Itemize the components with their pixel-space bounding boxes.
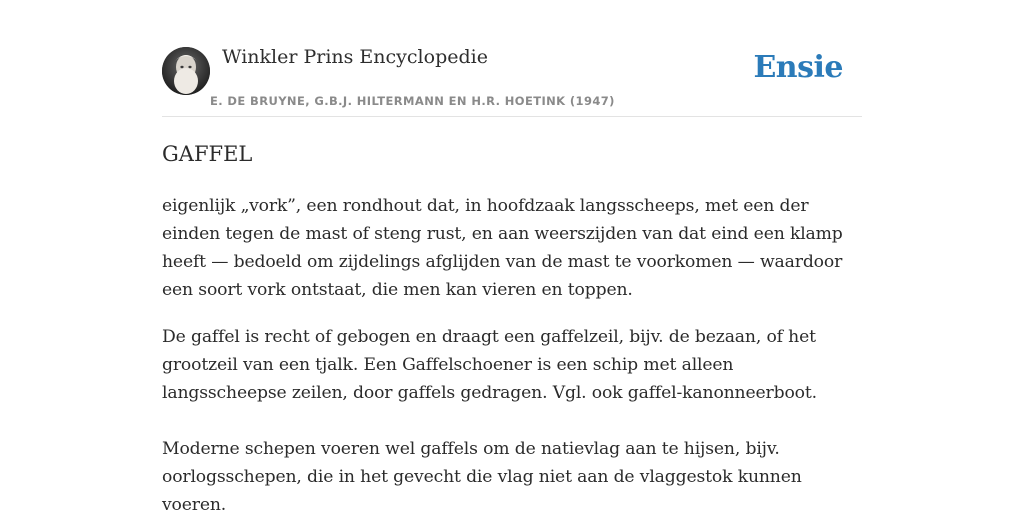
author-avatar[interactable] [162,47,210,95]
ensie-logo[interactable]: Ensie [753,50,843,85]
entry-paragraph: Moderne schepen voeren wel gaffels om de natievlag aan te hijsen, bijv. oorlogsschepen, die in het gevecht die vlag niet aan de vlaggestok kunnen voeren. [162,439,802,515]
entry-paragraph: eigenlijk „vork”, een rondhout dat, in hoofdzaak langsscheeps, met een der einden tegen de mast of steng rust, en aan weerszijden van dat eind een klamp heeft — bedoeld om zijdelings afglijden van de mast te voorkomen — waardoor een soort vork ontstaat, die men kan vieren en toppen. [162,196,843,300]
article-page [162,0,862,515]
source-authors: E. DE BRUYNE, G.B.J. HILTERMANN EN H.R. HOETINK (1947) [210,94,615,108]
author-portrait-icon [162,47,210,95]
entry-title: GAFFEL [162,142,253,166]
source-header [162,0,862,117]
source-title[interactable]: Winkler Prins Encyclopedie [222,46,488,68]
entry-paragraph: De gaffel is recht of gebogen en draagt een gaffelzeil, bijv. de bezaan, of het grootzeil van een tjalk. Een Gaffelschoener is een schip met alleen langsscheepse zeilen, door gaffels gedragen. Vgl. ook gaffel-kanonneerboot. [162,327,817,403]
